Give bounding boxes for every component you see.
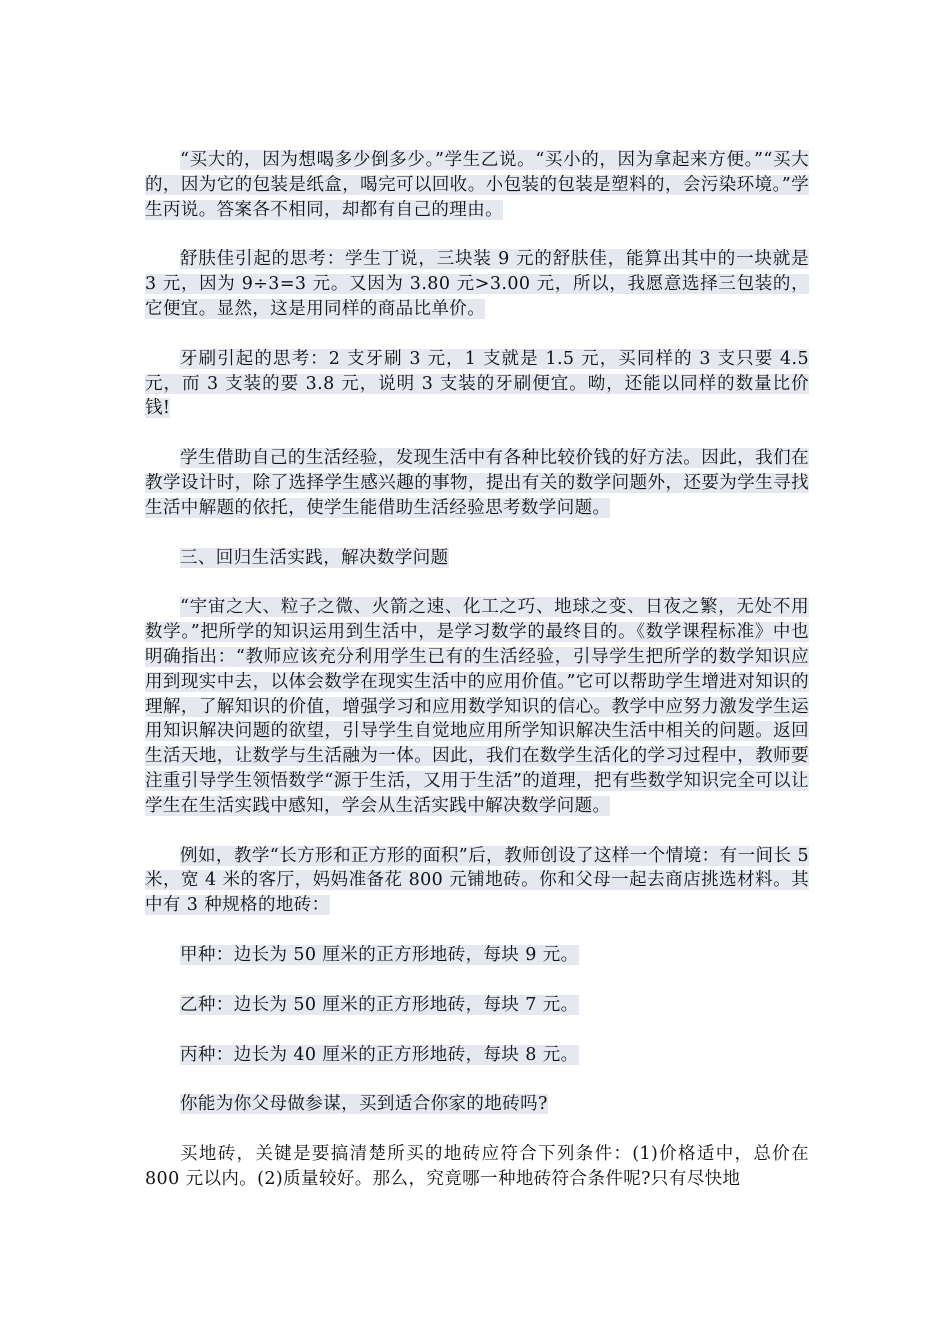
document-page <box>145 148 809 1217</box>
paragraph-area-example: 例如，教学“长方形和正方形的面积”后，教师创设了这样一个情境：有一间长 5 米，宽 4 米的客厅，妈妈准备花 800 元铺地砖。你和父母一起去商店挑选材料。其中有 3 种规格的地砖： <box>145 845 809 916</box>
paragraph-conditions: 买地砖，关键是要搞清楚所买的地砖应符合下列条件：(1)价格适中，总价在 800 元以内。(2)质量较好。那么，究竟哪一种地砖符合条件呢?只有尽快地 <box>145 1144 809 1189</box>
section-heading-3: 三、回归生活实践，解决数学问题 <box>180 547 449 568</box>
paragraph-math-everywhere: “宇宙之大、粒子之微、火箭之速、化工之巧、地球之变、日夜之繁，无处不用数学。”把所学的知识运用到生活中，是学习数学的最终目的。《数学课程标准》中也明确指出：“教师应该充分利用学生已有的生活经验，引导学生把所学的数学知识应用到现实中去，以体会数学在现实生活中的应用价值。”它可以帮助学生增进对知识的理解，了解知识的价值，增强学习和应用数学知识的信心。教学中应努力激发学生运用知识解决问题的欲望，引导学生自觉地应用所学知识解决生活中相关的问题。返回生活天地，让数学与生活融为一体。因此，我们在数学生活化的学习过程中，教师要注重引导学生领悟数学“源于生活，又用于生活”的道理，把有些数学知识完全可以让学生在生活实践中感知，学会从生活实践中解决数学问题。 <box>145 597 809 816</box>
paragraph-soap-thinking: 舒肤佳引起的思考：学生丁说，三块装 9 元的舒肤佳，能算出其中的一块就是 3 元，因为 9÷3=3 元。又因为 3.80 元>3.00 元，所以，我愿意选择三包装的，它便宜。显然，这是用同样的商品比单价。 <box>145 249 809 319</box>
paragraph-life-experience: 学生借助自己的生活经验，发现生活中有各种比较价钱的好方法。因此，我们在教学设计时，除了选择学生感兴趣的事物，提出有关的数学问题外，还要为学生寻找生活中解题的依托，使学生能借助生活经验思考数学问题。 <box>145 448 809 518</box>
tile-option-a: 甲种：边长为 50 厘米的正方形地砖，每块 9 元。 <box>180 944 579 965</box>
tile-option-b: 乙种：边长为 50 厘米的正方形地砖，每块 7 元。 <box>180 994 579 1015</box>
paragraph-drink-reasons: “买大的，因为想喝多少倒多少。”学生乙说。“买小的，因为拿起来方便。”“买大的，因为它的包装是纸盒，喝完可以回收。小包装的包装是塑料的，会污染环境。”学生丙说。答案各不相同，却都有自己的理由。 <box>145 150 809 220</box>
paragraph-toothbrush-thinking: 牙刷引起的思考：2 支牙刷 3 元，1 支就是 1.5 元，买同样的 3 支只要 4.5 元，而 3 支装的要 3.8 元，说明 3 支装的牙刷便宜。呦，还能以同样的数量比价钱! <box>145 348 809 419</box>
tile-option-c: 丙种：边长为 40 厘米的正方形地砖，每块 8 元。 <box>180 1044 579 1065</box>
paragraph-question: 你能为你父母做参谋，买到适合你家的地砖吗? <box>180 1094 548 1115</box>
